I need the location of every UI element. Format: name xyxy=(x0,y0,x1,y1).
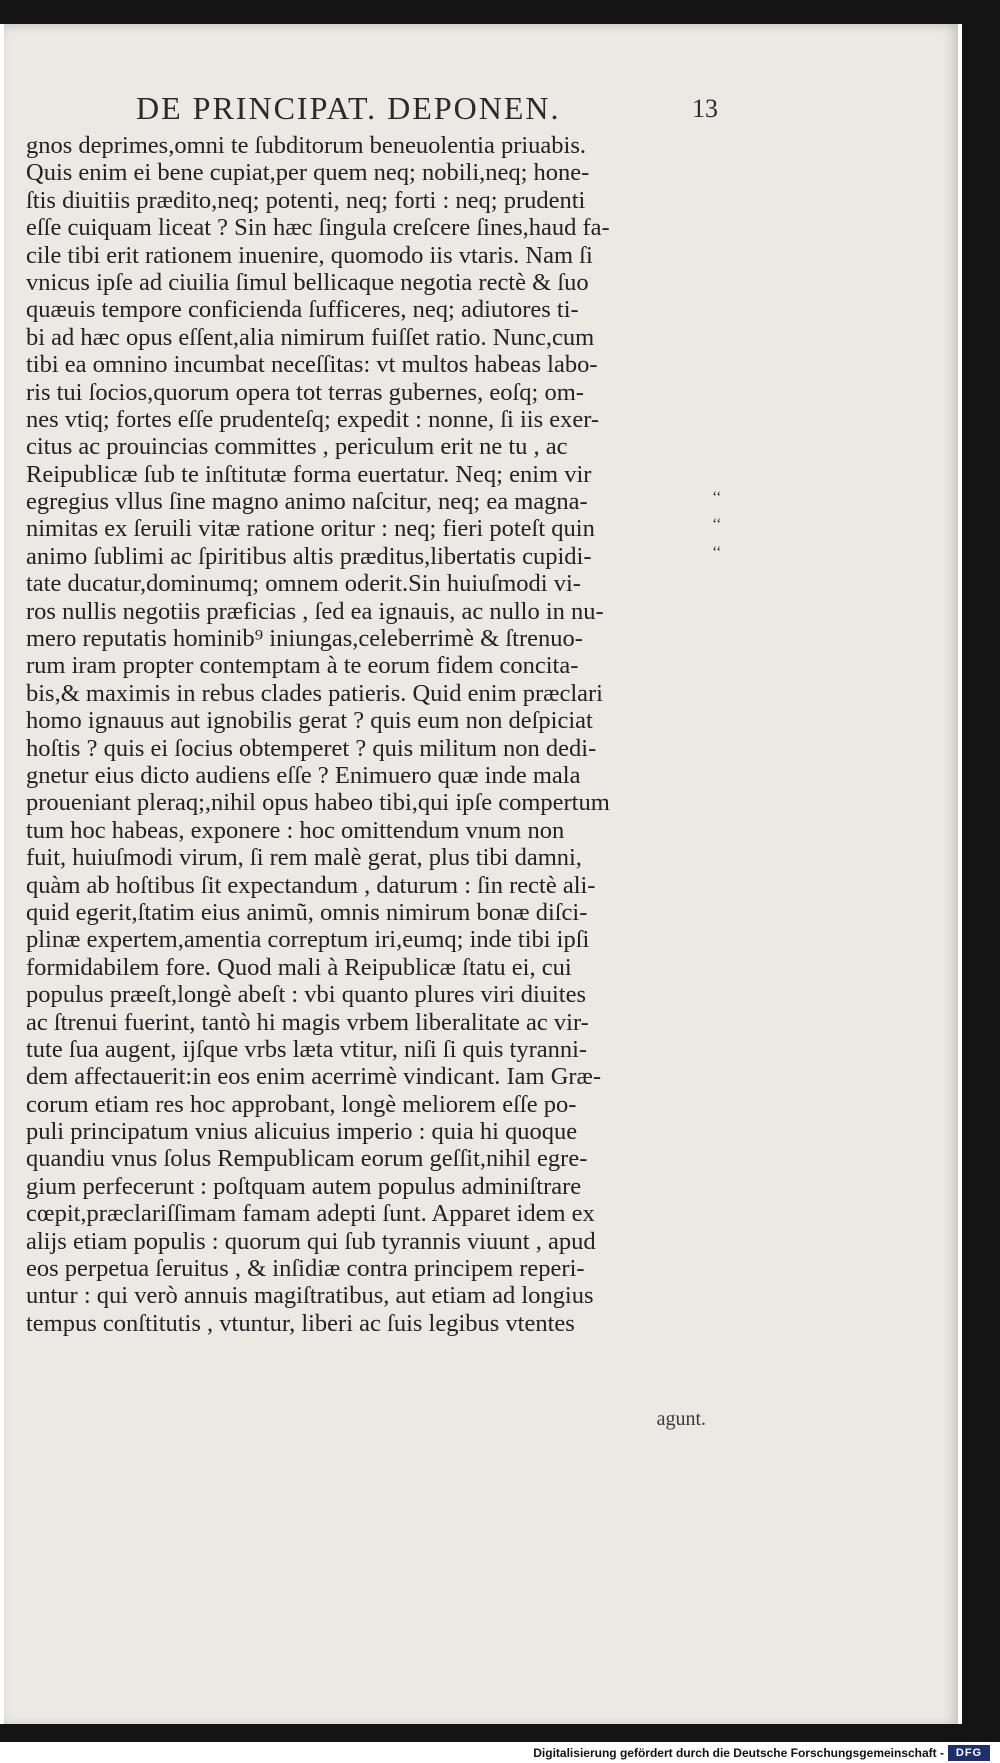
text-line: ac ſtrenui fuerint, tantò hi magis vrbem liberalitate ac vir- xyxy=(26,1008,589,1036)
text-line: tate ducatur,dominumq; omnem oderit.Sin huiuſmodi vi- xyxy=(26,570,581,598)
text-line: dem affectauerit:in eos enim acerrimè vindicant. Iam Græ- xyxy=(26,1063,602,1091)
text-line: cile tibi erit rationem inuenire, quomodo iis vtaris. Nam ſi xyxy=(26,241,593,269)
text-line: quandiu vnus ſolus Rempublicam eorum geſſit,nihil egre- xyxy=(26,1145,588,1173)
scan-right-border xyxy=(962,0,1000,1740)
text-line: gnos deprimes,omni te ſubditorum beneuolentia priuabis. xyxy=(26,132,586,159)
text-line: egregius vllus ſine magno animo naſcitur, neq; ea magna- xyxy=(26,488,588,516)
text-line: rum iram propter contemptam à te eorum fidem concita- xyxy=(26,652,579,680)
text-line: fuit, huiuſmodi virum, ſi rem malè gerat, plus tibi damni, xyxy=(26,844,582,872)
margin-quote-marks xyxy=(712,484,738,566)
body-text xyxy=(26,132,706,1337)
text-line: ris tui ſocios,quorum opera tot terras gubernes, eoſq; om- xyxy=(26,378,584,406)
text-line: tute ſua augent, ijſque vrbs læta vtitur, niſi ſi quis tyranni- xyxy=(26,1035,588,1063)
text-line: homo ignauus aut ignobilis gerat ? quis eum non deſpiciat xyxy=(26,707,593,735)
text-line: quàm ab hoſtibus ſit expectandum , daturum : ſin rectè ali- xyxy=(26,871,596,899)
text-line: plinæ expertem,amentia correptum iri,eumq; inde tibi ipſi xyxy=(26,926,590,954)
text-line: eſſe cuiquam liceat ? Sin hæc ſingula creſcere ſines,haud fa- xyxy=(26,214,610,242)
text-line: ros nullis negotiis præficias , ſed ea ignauis, ac nullo in nu- xyxy=(26,597,604,625)
catchword: agunt. xyxy=(656,1408,706,1430)
text-line: bis,& maximis in rebus clades patieris. Quid enim præclari xyxy=(26,679,603,707)
text-line: ſtis diuitiis prædito,neq; potenti, neq; forti : neq; prudenti xyxy=(26,186,586,214)
text-line: tibi ea omnino incumbat neceſſitas: vt multos habeas labo- xyxy=(26,351,598,379)
text-line: gium perfecerunt : poſtquam autem populus adminiſtrare xyxy=(26,1172,582,1200)
text-line: gnetur eius dicto audiens eſſe ? Enimuero quæ inde mala xyxy=(26,761,581,789)
margin-mark: ‘‘ xyxy=(712,489,722,506)
text-line: corum etiam res hoc approbant, longè meliorem eſſe po- xyxy=(26,1090,577,1118)
page-number: 13 xyxy=(692,94,718,123)
text-line: tempus conſtitutis , vtuntur, liberi ac ſuis legibus vtentes xyxy=(26,1309,575,1337)
text-line: bi ad hæc opus eſſent,alia nimirum fuiſſet ratio. Nunc,cum xyxy=(26,323,595,351)
text-line: animo ſublimi ac ſpiritibus altis præditus,libertatis cupidi- xyxy=(26,542,592,570)
text-line: tum hoc habeas, exponere : hoc omittendum vnum non xyxy=(26,816,565,844)
dfg-logo: DFG xyxy=(948,1745,990,1761)
running-header: DE PRINCIPAT. DEPONEN. xyxy=(136,90,561,126)
margin-mark: ‘‘ xyxy=(712,543,722,561)
text-line: alijs etiam populis : quorum qui ſub tyrannis viuunt , apud xyxy=(26,1227,596,1255)
margin-mark: ‘‘ xyxy=(712,516,722,534)
text-line: populus præeſt,longè abeſt : vbi quanto plures viri diuites xyxy=(26,981,587,1009)
scan-bottom-border xyxy=(0,1724,1000,1742)
text-line: quæuis tempore conficienda ſufficeres, neq; adiutores ti- xyxy=(26,296,579,324)
text-line: citus ac prouincias committes , periculum erit ne tu , ac xyxy=(26,433,568,461)
text-line: hoſtis ? quis ei ſocius obtemperet ? quis militum non dedi- xyxy=(26,734,597,762)
text-line: vnicus ipſe ad ciuilia ſimul bellicaque negotia rectè & ſuo xyxy=(26,268,589,296)
text-line: cœpit,præclariſſimam famam adepti ſunt. Apparet idem ex xyxy=(26,1200,595,1228)
text-line: Reipublicæ ſub te inſtitutæ forma euertatur. Neq; enim vir xyxy=(26,460,592,488)
text-line: formidabilem fore. Quod mali à Reipublicæ ſtatu ei, cui xyxy=(26,953,572,981)
text-line: untur : qui verò annuis magiſtratibus, aut etiam ad longius xyxy=(26,1282,594,1310)
text-line: puli principatum vnius alicuius imperio : quia hi quoque xyxy=(26,1118,578,1146)
funding-note: Digitalisierung gefördert durch die Deutsche Forschungsgemeinschaft - xyxy=(533,1746,944,1760)
text-line: proueniant pleraq;,nihil opus habeo tibi,qui ipſe compertum xyxy=(26,789,610,817)
text-line: nimitas ex ſeruili vitæ ratione oritur : neq; fieri poteſt quin xyxy=(26,515,595,543)
scan-top-border xyxy=(0,0,1000,24)
text-line: quid egerit,ſtatim eius animũ, omnis nimirum bonæ diſci- xyxy=(26,898,588,926)
text-line: Quis enim ei bene cupiat,per quem neq; nobili,neq; hone- xyxy=(26,159,590,187)
text-line: mero reputatis hominib⁹ iniungas,celeberrimè & ſtrenuo- xyxy=(26,625,583,653)
text-line: nes vtiq; fortes eſſe prudenteſq; expedit : nonne, ſi iis exer- xyxy=(26,405,600,433)
text-line: eos perpetua ſeruitus , & inſidiæ contra principem reperi- xyxy=(26,1255,585,1283)
